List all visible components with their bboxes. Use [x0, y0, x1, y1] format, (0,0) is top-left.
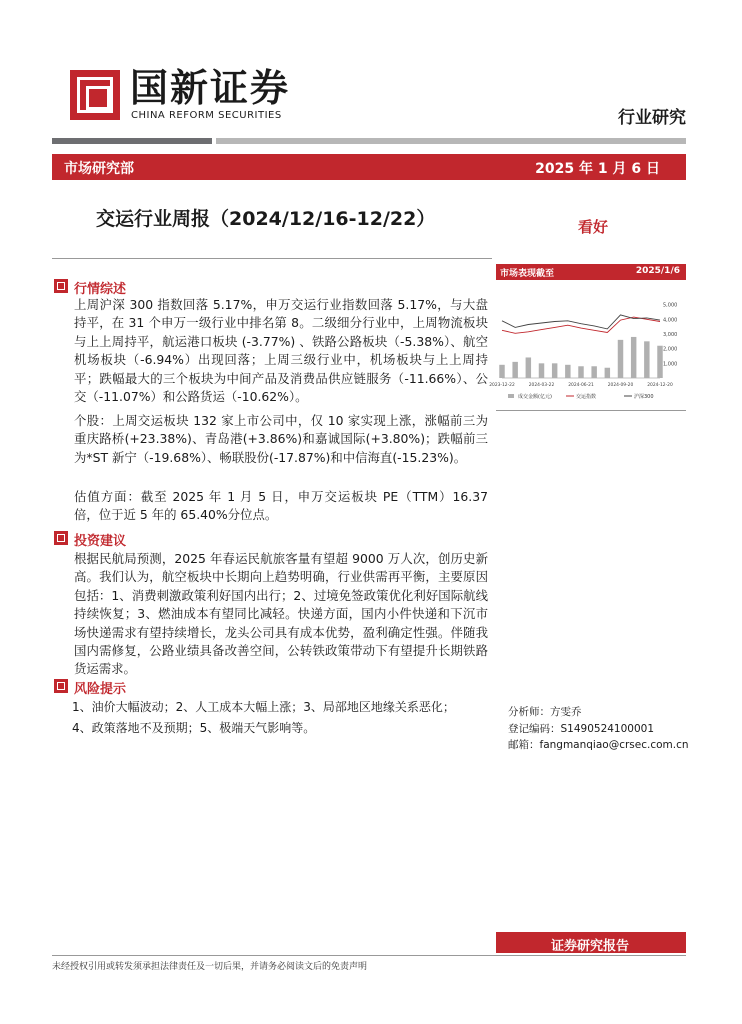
department-band [52, 154, 686, 180]
header-bar-light [216, 138, 686, 144]
report-title: 交运行业周报（2024/12/16-12/22） [96, 208, 436, 230]
chart-divider [496, 410, 686, 411]
overview-paragraph-3: 估值方面：截至 2025 年 1 月 5 日，申万交运板块 PE（TTM）16.37 倍，位于近 5 年的 65.40%分位点。 [74, 489, 488, 523]
chart-bar [591, 366, 596, 378]
title-divider [52, 258, 492, 259]
chart-title: 市场表现截至 [500, 269, 555, 279]
chart-x-tick-label: 2024-03-22 [528, 383, 555, 388]
analyst-email[interactable]: 邮箱：fangmanqiao@crsec.com.cn [508, 739, 689, 751]
section-icon [54, 279, 68, 293]
chart-bar [565, 365, 570, 378]
footer-band-label: 证券研究报告 [551, 939, 630, 954]
logo-en: CHINA REFORM SECURITIES [131, 110, 282, 121]
advice-paragraph: 根据民航局预测，2025 年春运民航旅客量有望超 9000 万人次，创历史新高。我们认为，航空板块中长期向上趋势明确，行业供需再平衡，主要原因包括：1、消费刺激政策利好国内出行；2、过境免签政策优化利好国际航线持续恢复；3、燃油成本有望同比减轻。快递方面，国内小件快递和下沉市场快递需求有望持续增长，龙头公司具有成本优势，盈利确定性强。伴随我国内需修复，公路业绩具备改善空间，公转铁政策带动下有望提升长期铁路货运需求。 [74, 551, 488, 677]
chart-legend-swatch [508, 394, 514, 398]
chart-legend-label: 交运指数 [576, 394, 597, 400]
chart-x-tick-label: 2024-09-20 [607, 383, 634, 388]
chart-bar [499, 365, 504, 378]
logo-cn: 国新证券 [130, 66, 291, 110]
department-label: 市场研究部 [64, 161, 134, 177]
chart-y-tick-label: 5,000 [663, 302, 678, 309]
chart-y-tick-label: 3,000 [663, 332, 678, 338]
chart-y-tick-label: 1,000 [663, 361, 678, 368]
section-advice-title: 投资建议 [74, 534, 127, 549]
footer-divider [52, 955, 686, 956]
chart-legend-label: 沪深300 [634, 394, 654, 400]
chart-bar [578, 366, 583, 378]
analyst-license: 登记编码：S1490524100001 [508, 723, 655, 735]
section-risk-title: 风险提示 [74, 682, 127, 697]
chart-x-tick-label: 2023-12-22 [489, 383, 515, 388]
logo-mark-icon [70, 70, 120, 120]
chart-bar [644, 341, 649, 378]
chart-y-tick-label: 4,000 [663, 317, 678, 324]
header-bar-dark [52, 138, 212, 144]
section-overview-title: 行情综述 [74, 282, 127, 297]
chart-bar [618, 340, 623, 378]
chart-bar [512, 362, 517, 378]
risk-list [72, 697, 492, 739]
chart-bar [526, 357, 531, 378]
risk-line-1: 1、油价大幅波动；2、人工成本大幅上涨；3、局部地区地缘关系恶化； [72, 700, 455, 714]
report-date: 2025 年 1 月 6 日 [535, 161, 660, 177]
footer-band [496, 932, 686, 953]
chart-bar [657, 346, 662, 378]
overview-paragraph-2: 个股：上周交运板块 132 家上市公司中，仅 10 家实现上涨，涨幅前三为重庆路桥(+23.38%)、青岛港(+3.86%)和嘉诚国际(+3.80%)；跌幅前三为*ST 新宁（-19.68%）、畅联股份(-17.87%)和中信海直(-15.23%)。 [74, 413, 488, 465]
chart-x-tick-label: 2024-12-20 [647, 383, 673, 388]
chart-date: 2025/1/6 [635, 266, 680, 276]
chart-series-line [502, 315, 660, 329]
doc-type: 行业研究 [618, 108, 686, 128]
chart-bar [605, 368, 610, 378]
rating-badge: 看好 [578, 218, 609, 236]
chart-header [496, 264, 686, 280]
chart-y-tick-label: 2,000 [663, 346, 678, 353]
overview-paragraph-1: 上周沪深 300 指数回落 5.17%，申万交运行业指数回落 5.17%，与大盘持平，在 31 个申万一级行业中排名第 8。二级细分行业中，上周物流板块与上上周持平，航运港口板块 (-3.77%) 、铁路公路板块（-5.38%）、航空机场板块（-6.94%）出现回落；上周三级行业中，机场板块与上上周持平；跌幅最大的三个板块为中间产品及消费品供应链服务（-11.66%）、公交（-11.07%）和公路货运（-10.62%）。 [74, 297, 488, 405]
market-performance-chart [489, 282, 686, 406]
chart-legend-label: 成交金额(亿元) [518, 394, 552, 400]
disclaimer: 未经授权引用或转发须承担法律责任及一切后果，并请务必阅读文后的免责声明 [52, 962, 368, 972]
section-icon [54, 531, 68, 545]
chart-bar [631, 337, 636, 378]
chart-bar [539, 363, 544, 378]
analyst-name: 分析师：方雯乔 [508, 706, 582, 718]
risk-line-2: 4、政策落地不及预期；5、极端天气影响等。 [72, 721, 316, 735]
chart-x-tick-label: 2024-06-21 [568, 383, 594, 388]
section-icon [54, 679, 68, 693]
chart-bar [552, 363, 557, 378]
